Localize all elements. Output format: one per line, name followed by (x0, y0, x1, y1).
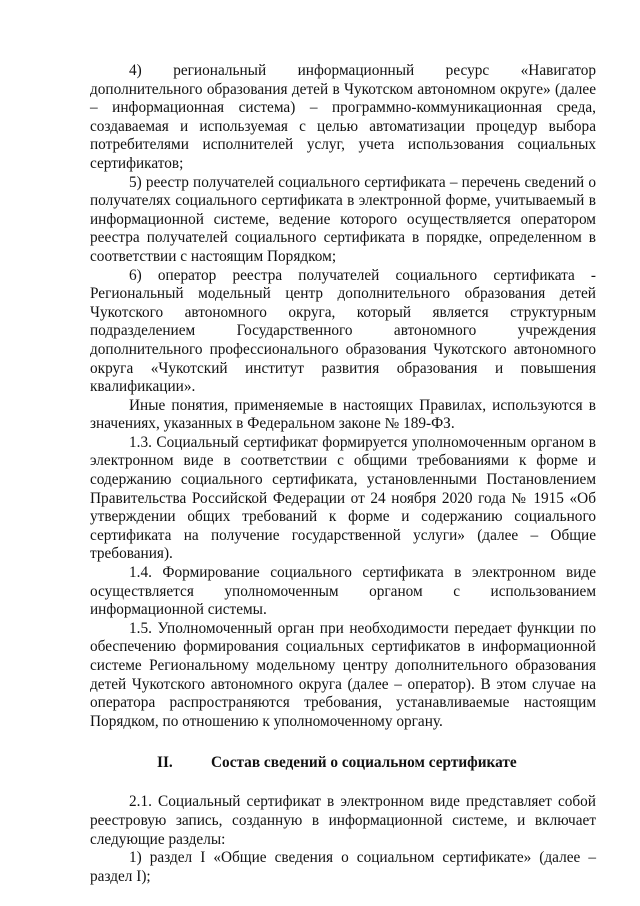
paragraph-other-terms: Иные понятия, применяемые в настоящих Правилах, используются в значениях, указанных в Федеральном законе № 189-ФЗ. (90, 396, 596, 433)
paragraph-section-i: 1) раздел I «Общие сведения о социальном сертификате» (далее – раздел I); (90, 849, 596, 885)
paragraph-item-6: 6) оператор реестра получателей социального сертификата - Региональный модельный центр дополнительного образования детей Чукотского автономного округа, который является структурным подразделением Государственного автономного учреждения дополнительного профессионального образования Чукотского автономного округа «Чукотский институт развития образования и повышения квалификации». (90, 266, 596, 396)
paragraph-1-5: 1.5. Уполномоченный орган при необходимости передает функции по обеспечению формирования социальных сертификатов в информационной системе Региональному модельному центру дополнительного образования детей Чукотского автономного округа (далее – оператор). В этом случае на оператора распространяются требования, устанавливаемые настоящим Порядком, по отношению к уполномоченному органу. (90, 619, 596, 730)
document-page (90, 62, 596, 886)
paragraph-2-1: 2.1. Социальный сертификат в электронном виде представляет собой реестровую запись, созданную в информационной системе, и включает следующие разделы: (90, 793, 596, 848)
paragraph-item-5: 5) реестр получателей социального сертификата – перечень сведений о получателях социального сертификата в электронной форме, учитываемый в информационной системе, ведение которого осуществляется оператором реестра получателей социального сертификата в порядке, определенном в соответствии с настоящим Порядком; (90, 173, 596, 265)
section-heading (90, 753, 596, 772)
paragraph-1-4: 1.4. Формирование социального сертификата в электронном виде осуществляется уполномоченным органом с использованием информационной системы. (90, 564, 596, 619)
section-title: Состав сведений о социальном сертификате (211, 754, 517, 772)
paragraph-1-3: 1.3. Социальный сертификат формируется уполномоченным органом в электронном виде в соответствии с общими требованиями к форме и содержанию социального сертификата, установленными Постановлением Правительства Российской Федерации от 24 ноября 2020 года № 1915 «Об утверждении общих требований к форме и содержанию социального сертификата на получение государственной услуги» (далее – Общие требования). (90, 433, 596, 563)
paragraph-item-4: 4) региональный информационный ресурс «Навигатор дополнительного образования детей в Чукотском автономном округе» (далее – информационная система) – программно-коммуникационная среда, создаваемая и используемая с целью автоматизации процедур выбора потребителями исполнителей услуг, учета использования социальных сертификатов; (90, 62, 596, 172)
section-number: II. (157, 754, 173, 772)
